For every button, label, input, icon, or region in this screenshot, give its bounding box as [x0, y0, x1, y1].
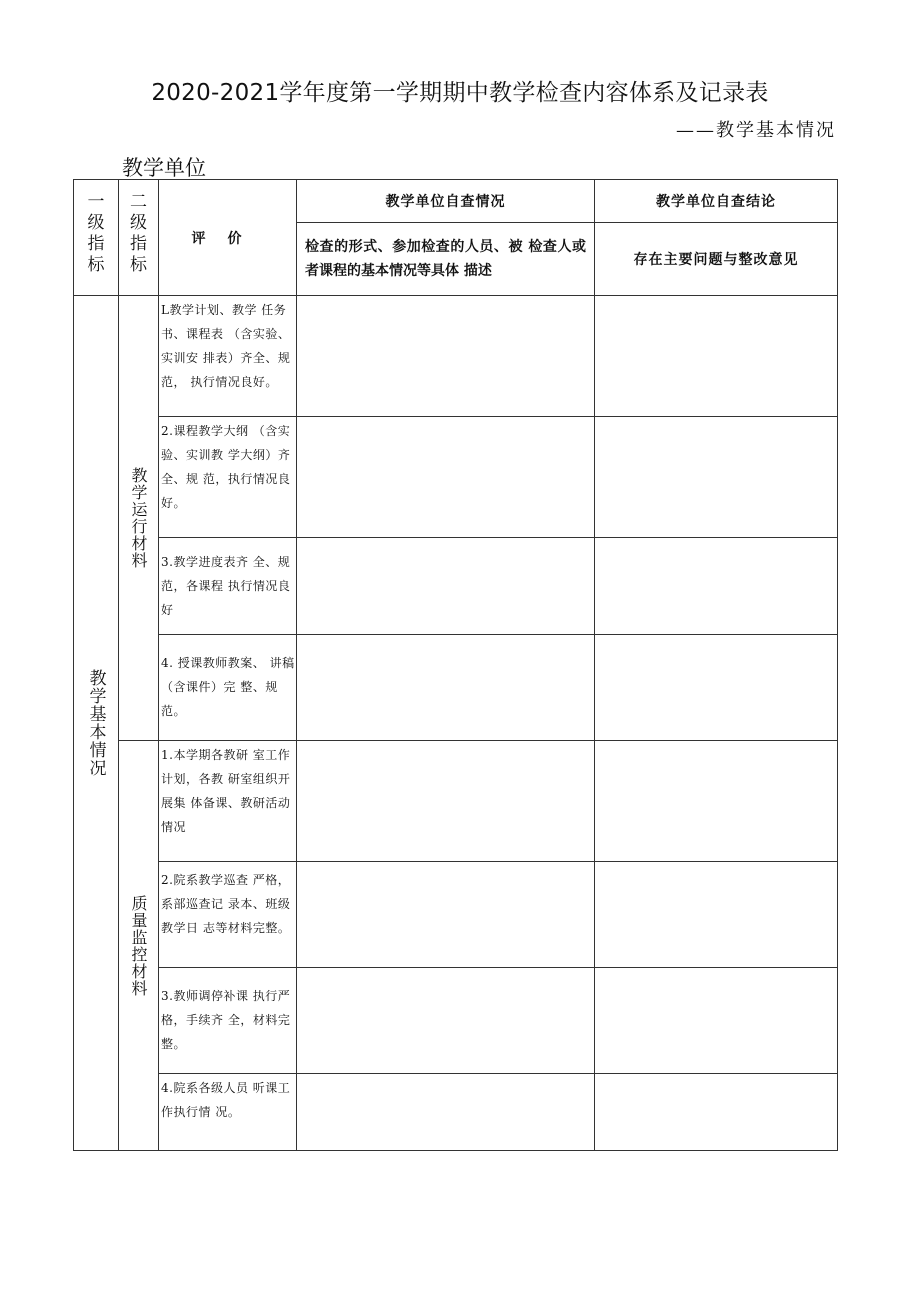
level1-header — [74, 180, 119, 296]
conclusion-cell[interactable] — [595, 1074, 838, 1151]
document-subtitle: ——教学基本情况 — [676, 120, 836, 141]
level2-category-cell — [119, 296, 159, 741]
table-row — [74, 968, 838, 1074]
table-row — [74, 1074, 838, 1151]
level2-header-char: 级 — [130, 213, 147, 233]
conclusion-detail-header: 存在主要问题与整改意见 — [595, 223, 838, 296]
evaluation-item: 3.教学进度表齐 全、规范，各课程 执行情况良好 — [159, 538, 297, 635]
self-check-cell[interactable] — [297, 741, 595, 862]
table-row — [74, 417, 838, 538]
self-check-header: 教学单位自查情况 — [297, 180, 595, 223]
level1-header-char: 级 — [87, 213, 105, 233]
evaluation-item: 3.教师调停补课 执行严格，手续齐 全，材料完整。 — [159, 968, 297, 1074]
self-check-cell[interactable] — [297, 862, 595, 968]
level1-category-cell — [74, 296, 119, 1151]
level1-header-char: 一 — [87, 192, 105, 212]
conclusion-cell[interactable] — [595, 538, 838, 635]
level1-category: 教学基本情况 — [85, 669, 106, 777]
evaluation-item: 4.院系各级人员 听课工作执行情 况。 — [159, 1074, 297, 1151]
level1-header-char: 标 — [87, 255, 105, 275]
table-row — [74, 741, 838, 862]
evaluation-header: 评价 — [159, 180, 297, 296]
conclusion-cell[interactable] — [595, 968, 838, 1074]
level2-category: 质量监控材料 — [129, 894, 148, 997]
level1-header-char: 指 — [87, 234, 105, 254]
table-row — [74, 296, 838, 417]
table-row — [74, 862, 838, 968]
level2-header-char: 指 — [130, 234, 147, 254]
table-row — [74, 635, 838, 741]
conclusion-cell[interactable] — [595, 417, 838, 538]
level2-header-char: 标 — [130, 255, 147, 275]
self-check-cell[interactable] — [297, 296, 595, 417]
self-check-cell[interactable] — [297, 538, 595, 635]
conclusion-cell[interactable] — [595, 741, 838, 862]
level2-header — [119, 180, 159, 296]
self-check-cell[interactable] — [297, 417, 595, 538]
table-row — [74, 538, 838, 635]
evaluation-item: 1.本学期各教研 室工作计划，各教 研室组织开展集 体备课、教研活动 情况 — [159, 741, 297, 862]
evaluation-item: 4. 授课教师教案、 讲稿（含课件）完 整、规范。 — [159, 635, 297, 741]
self-check-detail-header: 检查的形式、参加检查的人员、被 检查人或者课程的基本情况等具体 描述 — [297, 223, 595, 296]
unit-label: 教学单位 — [122, 156, 206, 180]
conclusion-header: 教学单位自查结论 — [595, 180, 838, 223]
conclusion-cell[interactable] — [595, 296, 838, 417]
conclusion-cell[interactable] — [595, 635, 838, 741]
self-check-cell[interactable] — [297, 1074, 595, 1151]
self-check-cell[interactable] — [297, 635, 595, 741]
level2-category: 教学运行材料 — [129, 467, 148, 569]
evaluation-item: L教学计划、教学 任务书、课程表 （含实验、实训安 排表）齐全、规范， 执行情况良好。 — [159, 296, 297, 417]
self-check-cell[interactable] — [297, 968, 595, 1074]
document-title: 2020-2021学年度第一学期期中教学检查内容体系及记录表 — [151, 80, 769, 106]
inspection-table — [73, 179, 838, 1151]
level2-category-cell — [119, 741, 159, 1151]
evaluation-item: 2.院系教学巡查 严格，系部巡查记 录本、班级教学日 志等材料完整。 — [159, 862, 297, 968]
evaluation-item: 2.课程教学大纲 （含实验、实训教 学大纲）齐全、规 范，执行情况良 好。 — [159, 417, 297, 538]
header-row-1 — [74, 180, 838, 223]
conclusion-cell[interactable] — [595, 862, 838, 968]
level2-header-char: 二 — [130, 192, 147, 212]
